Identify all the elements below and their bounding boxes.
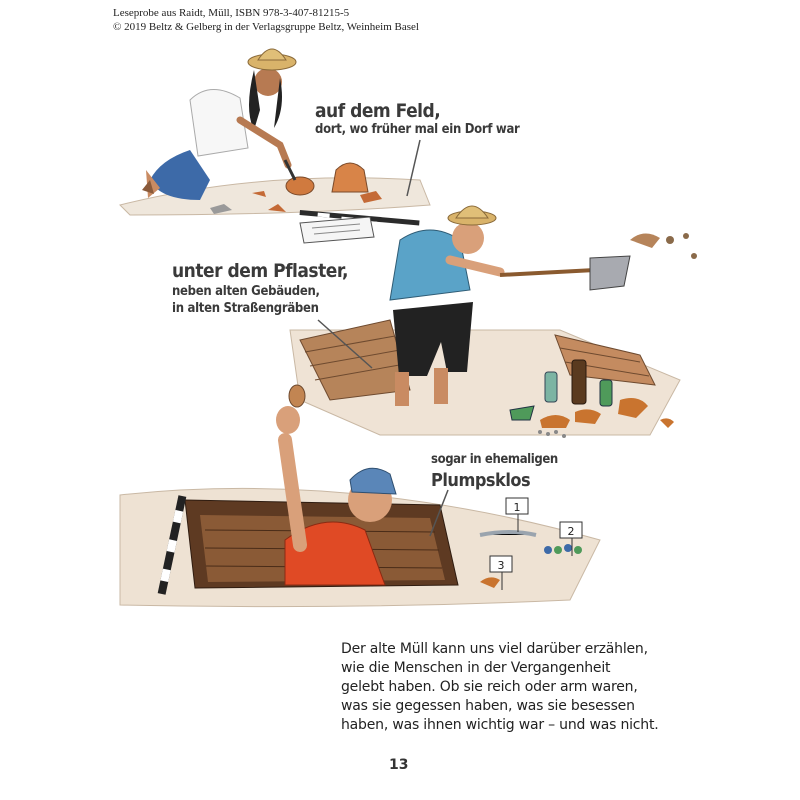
body-line: wie die Menschen in der Vergangenheit (341, 660, 611, 676)
body-line: Der alte Müll kann uns viel darüber erzählen, (341, 641, 648, 657)
marker-2: 2 (567, 525, 575, 538)
header-line-1: Leseprobe aus Raidt, Müll, ISBN 978-3-407-81215-5 (113, 7, 350, 19)
caption-street-title: unter dem Pflaster, (172, 260, 349, 282)
scene-field (120, 49, 430, 243)
caption-field-sub: dort, wo früher mal ein Dorf war (315, 122, 520, 137)
page-number: 13 (389, 757, 409, 773)
marker-1: 1 (513, 501, 521, 514)
body-line: gelebt haben. Ob sie reich oder arm waren, (341, 679, 638, 695)
scene-street (290, 206, 697, 438)
header-line-2: © 2019 Beltz & Gelberg in der Verlagsgruppe Beltz, Weinheim Basel (113, 21, 419, 33)
caption-latrine-sub: sogar in ehemaligen (431, 452, 558, 467)
caption-street-sub2: in alten Straßengräben (172, 301, 319, 316)
body-line: haben, was ihnen wichtig war – und was nicht. (341, 717, 659, 733)
caption-field-title: auf dem Feld, (315, 100, 441, 122)
marker-3: 3 (497, 559, 505, 572)
caption-street-sub1: neben alten Gebäuden, (172, 284, 320, 299)
body-line: was sie gegessen haben, was sie besessen (341, 698, 635, 714)
caption-latrine-title: Plumpsklos (431, 470, 531, 491)
body-paragraph (341, 640, 659, 735)
